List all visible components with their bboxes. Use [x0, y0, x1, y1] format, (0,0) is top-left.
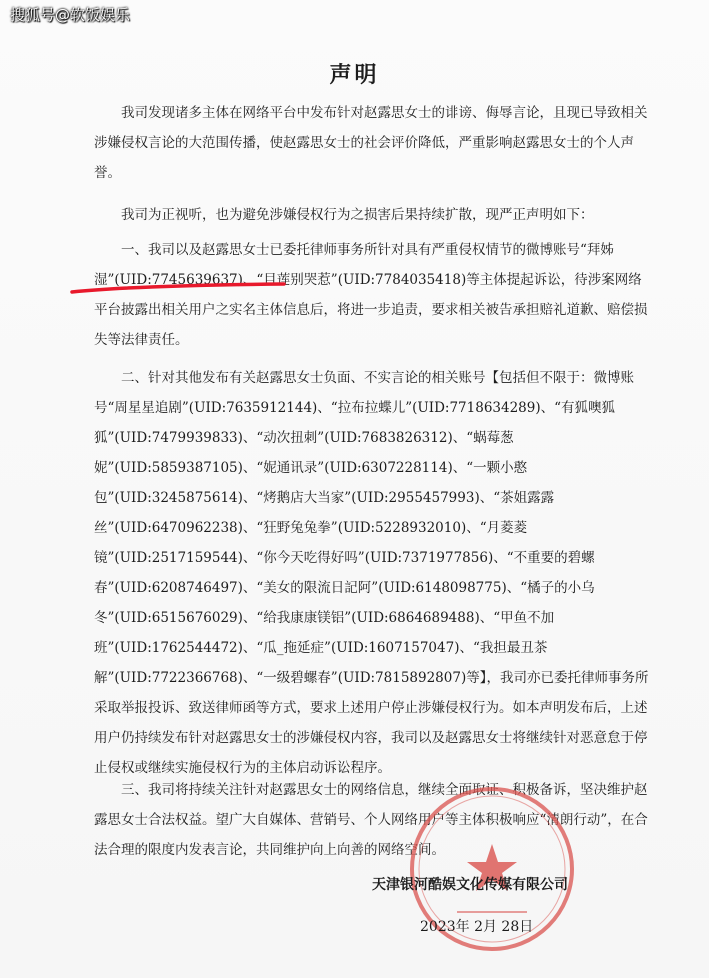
source-watermark: 搜狐号@软饭娱乐 — [10, 6, 131, 24]
paragraph-item-one: 一、我司以及赵露思女士已委托律师事务所针对具有严重侵权情节的微博账号“拜姊湿”(UID:7745639637)、“目莲别哭惹”(UID:7784035418)等主体提起诉讼，待涉案网络平台披露出相关用户之实名主体信息后，将进一步追责，要求相关被告承担赔礼道歉、赔偿损失等法律责任。 — [94, 242, 648, 348]
paragraph-item-three: 三、我司将持续关注针对赵露思女士的网络信息，继续全面取证、积极备诉，坚决维护赵露思女士合法权益。望广大自媒体、营销号、个人网络用户等主体积极响应“清朗行动”，在合法合理的限度内发表言论，共同维护向上向善的网络空间。 — [94, 782, 648, 858]
document-title: 声明 — [329, 62, 380, 88]
paragraph-intro: 我司发现诸多主体在网络平台中发布针对赵露思女士的诽谤、侮辱言论，且现已导致相关涉嫌侵权言论的大范围传播，使赵露思女士的社会评价降低，严重影响赵露思女士的个人声誉。 — [94, 105, 648, 181]
signature-company: 天津银河酷娱文化传媒有限公司 — [372, 877, 568, 893]
red-underline-mark — [70, 281, 286, 295]
signature-date: 2023年 2月 28日 — [420, 919, 534, 935]
paragraph-item-two: 二、针对其他发布有关赵露思女士负面、不实言论的相关账号【包括但不限于：微博账号“周星星追剧”(UID:7635912144)、“拉布拉蝶儿”(UID:7718634289)、“有狐噢狐狐”(UID:7479939833)、“动次扭刺”(UID:7683826312)、“蜗莓葱妮”(UID:5859387105)、“妮通讯录”(UID:6307228114)、“一颗小憨包”(UID:3245875614)、“烤鹅店大当家”(UID:2955457993)、“茶姐露露丝”(UID:6470962238)、“狂野兔兔拳”(UID:5228932010)、“月菱菱镜”(UID:2517159544)、“你今天吃得好吗”(UID:7371977856)、“不重要的碧螺春”(UID:6208746497)、“美女的限流日記阿”(UID:6148098775)、“橘子的小乌冬”(UID:6515676029)、“给我康康镁铝”(UID:6864689488)、“甲鱼不加班”(UID:1762544472)、“瓜_拖延症”(UID:1607157047)、“我担最丑茶解”(UID:7722366768)、“一级碧螺春”(UID:7815892807)等】，我司亦已委托律师事务所采取举报投诉、致送律师函等方式，要求上述用户停止涉嫌侵权行为。如本声明发布后，上述用户仍持续发布针对赵露思女士的涉嫌侵权内容，我司以及赵露思女士将继续针对恶意怠于停止侵权或继续实施侵权行为的主体启动诉讼程序。 — [94, 370, 649, 776]
paragraph-statement-lead: 我司为正视听，也为避免涉嫌侵权行为之损害后果持续扩散，现严正声明如下： — [121, 207, 594, 223]
